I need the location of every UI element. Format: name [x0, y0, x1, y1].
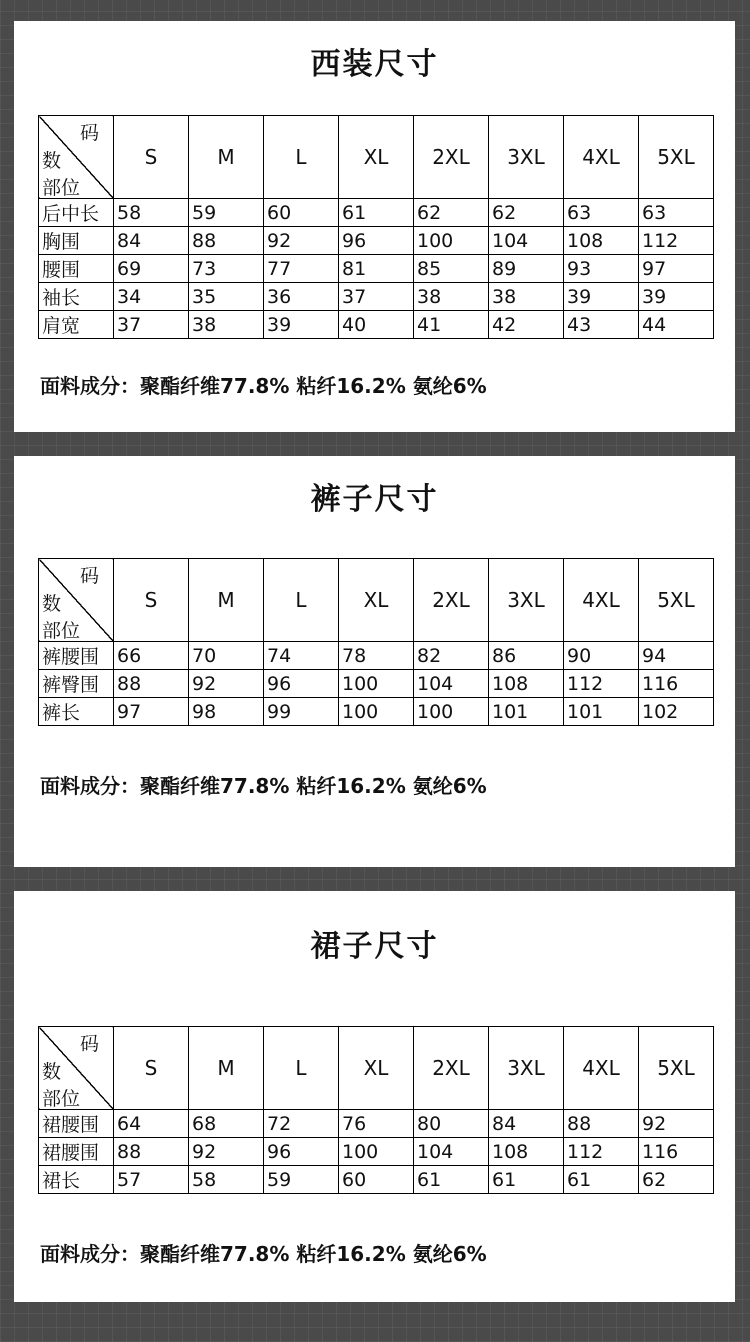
table-row: [39, 642, 714, 670]
measurement-cell: 92: [264, 227, 339, 255]
size-header-row: [39, 116, 714, 199]
pants-title: 裤子尺寸: [310, 482, 439, 517]
suit-size-panel: [14, 21, 735, 432]
measurement-cell: 100: [339, 698, 414, 726]
measurement-cell: 88: [114, 670, 189, 698]
measurement-cell: 59: [189, 199, 264, 227]
measurement-cell: 101: [489, 698, 564, 726]
corner-header-cell: [39, 1027, 114, 1110]
table-row: [39, 1166, 714, 1194]
table-row: [39, 670, 714, 698]
measurement-cell: 66: [114, 642, 189, 670]
size-column-header: M: [189, 116, 264, 199]
measurement-cell: 100: [339, 1138, 414, 1166]
row-label-cell: 裙长: [39, 1166, 114, 1194]
measurement-cell: 100: [414, 698, 489, 726]
measurement-cell: 37: [339, 283, 414, 311]
measurement-cell: 88: [114, 1138, 189, 1166]
measurement-cell: 63: [564, 199, 639, 227]
row-label-cell: 腰围: [39, 255, 114, 283]
measurement-cell: 39: [264, 311, 339, 339]
measurement-cell: 42: [489, 311, 564, 339]
measurement-cell: 116: [639, 1138, 714, 1166]
measurement-cell: 81: [339, 255, 414, 283]
measurement-cell: 58: [189, 1166, 264, 1194]
table-row: [39, 227, 714, 255]
corner-header-cell: [39, 559, 114, 642]
measurement-cell: 62: [639, 1166, 714, 1194]
measurement-cell: 90: [564, 642, 639, 670]
row-label-cell: 袖长: [39, 283, 114, 311]
measurement-cell: 63: [639, 199, 714, 227]
measurement-cell: 96: [264, 670, 339, 698]
size-column-header: 5XL: [639, 116, 714, 199]
size-column-header: 3XL: [489, 116, 564, 199]
measurement-cell: 61: [489, 1166, 564, 1194]
size-column-header: 3XL: [489, 1027, 564, 1110]
corner-label-size: 码: [79, 1033, 99, 1055]
table-row: [39, 698, 714, 726]
measurement-cell: 101: [564, 698, 639, 726]
measurement-cell: 88: [189, 227, 264, 255]
measurement-cell: 89: [489, 255, 564, 283]
pants-fabric-composition: 面料成分：聚酯纤维77.8% 粘纤16.2% 氨纶6%: [40, 774, 487, 798]
measurement-cell: 80: [414, 1110, 489, 1138]
measurement-cell: 100: [339, 670, 414, 698]
measurement-cell: 37: [114, 311, 189, 339]
suit-size-table: [38, 115, 714, 339]
size-header-row: [39, 1027, 714, 1110]
measurement-cell: 112: [639, 227, 714, 255]
measurement-cell: 43: [564, 311, 639, 339]
size-column-header: 2XL: [414, 559, 489, 642]
measurement-cell: 34: [114, 283, 189, 311]
measurement-cell: 96: [264, 1138, 339, 1166]
size-column-header: S: [114, 1027, 189, 1110]
row-label-cell: 裤腰围: [39, 642, 114, 670]
corner-label-size: 码: [79, 565, 99, 587]
measurement-cell: 61: [564, 1166, 639, 1194]
size-column-header: L: [264, 559, 339, 642]
size-column-header: S: [114, 559, 189, 642]
measurement-cell: 61: [414, 1166, 489, 1194]
measurement-cell: 104: [489, 227, 564, 255]
measurement-cell: 57: [114, 1166, 189, 1194]
measurement-cell: 93: [564, 255, 639, 283]
corner-header-cell: [39, 116, 114, 199]
size-column-header: L: [264, 116, 339, 199]
measurement-cell: 62: [489, 199, 564, 227]
measurement-cell: 88: [564, 1110, 639, 1138]
measurement-cell: 104: [414, 1138, 489, 1166]
measurement-cell: 77: [264, 255, 339, 283]
table-row: [39, 199, 714, 227]
measurement-cell: 78: [339, 642, 414, 670]
size-column-header: 2XL: [414, 116, 489, 199]
row-label-cell: 胸围: [39, 227, 114, 255]
skirt-size-panel: [14, 891, 735, 1302]
measurement-cell: 84: [489, 1110, 564, 1138]
measurement-cell: 35: [189, 283, 264, 311]
pants-size-table: [38, 558, 714, 726]
size-column-header: 2XL: [414, 1027, 489, 1110]
row-label-cell: 肩宽: [39, 311, 114, 339]
size-column-header: L: [264, 1027, 339, 1110]
measurement-cell: 92: [189, 670, 264, 698]
size-header-row: [39, 559, 714, 642]
measurement-cell: 97: [114, 698, 189, 726]
measurement-cell: 104: [414, 670, 489, 698]
measurement-cell: 73: [189, 255, 264, 283]
corner-label-measure: 数: [42, 150, 62, 172]
row-label-cell: 裙腰围: [39, 1110, 114, 1138]
skirt-fabric-composition: 面料成分：聚酯纤维77.8% 粘纤16.2% 氨纶6%: [40, 1242, 487, 1266]
table-row: [39, 1138, 714, 1166]
suit-title: 西装尺寸: [310, 47, 439, 82]
table-row: [39, 311, 714, 339]
measurement-cell: 69: [114, 255, 189, 283]
measurement-cell: 39: [639, 283, 714, 311]
measurement-cell: 38: [489, 283, 564, 311]
corner-label-part: 部位: [42, 177, 81, 199]
measurement-cell: 82: [414, 642, 489, 670]
measurement-cell: 61: [339, 199, 414, 227]
measurement-cell: 60: [339, 1166, 414, 1194]
measurement-cell: 70: [189, 642, 264, 670]
table-row: [39, 255, 714, 283]
measurement-cell: 98: [189, 698, 264, 726]
row-label-cell: 裤长: [39, 698, 114, 726]
measurement-cell: 92: [189, 1138, 264, 1166]
measurement-cell: 108: [489, 670, 564, 698]
measurement-cell: 92: [639, 1110, 714, 1138]
measurement-cell: 64: [114, 1110, 189, 1138]
size-column-header: 4XL: [564, 559, 639, 642]
measurement-cell: 86: [489, 642, 564, 670]
corner-label-measure: 数: [42, 1061, 62, 1083]
size-column-header: M: [189, 1027, 264, 1110]
table-row: [39, 283, 714, 311]
measurement-cell: 72: [264, 1110, 339, 1138]
size-column-header: XL: [339, 116, 414, 199]
measurement-cell: 84: [114, 227, 189, 255]
measurement-cell: 112: [564, 1138, 639, 1166]
skirt-size-table: [38, 1026, 714, 1194]
corner-label-part: 部位: [42, 620, 81, 642]
corner-label-part: 部位: [42, 1088, 81, 1110]
measurement-cell: 59: [264, 1166, 339, 1194]
measurement-cell: 108: [489, 1138, 564, 1166]
measurement-cell: 112: [564, 670, 639, 698]
measurement-cell: 44: [639, 311, 714, 339]
row-label-cell: 裙腰围: [39, 1138, 114, 1166]
measurement-cell: 68: [189, 1110, 264, 1138]
size-column-header: 4XL: [564, 116, 639, 199]
measurement-cell: 60: [264, 199, 339, 227]
measurement-cell: 58: [114, 199, 189, 227]
size-column-header: 5XL: [639, 559, 714, 642]
measurement-cell: 96: [339, 227, 414, 255]
measurement-cell: 97: [639, 255, 714, 283]
measurement-cell: 85: [414, 255, 489, 283]
measurement-cell: 99: [264, 698, 339, 726]
measurement-cell: 62: [414, 199, 489, 227]
size-column-header: 3XL: [489, 559, 564, 642]
corner-label-measure: 数: [42, 593, 62, 615]
measurement-cell: 116: [639, 670, 714, 698]
size-column-header: XL: [339, 1027, 414, 1110]
measurement-cell: 38: [414, 283, 489, 311]
measurement-cell: 39: [564, 283, 639, 311]
size-column-header: XL: [339, 559, 414, 642]
measurement-cell: 108: [564, 227, 639, 255]
row-label-cell: 后中长: [39, 199, 114, 227]
size-column-header: 5XL: [639, 1027, 714, 1110]
measurement-cell: 41: [414, 311, 489, 339]
row-label-cell: 裤臀围: [39, 670, 114, 698]
corner-label-size: 码: [79, 122, 99, 144]
measurement-cell: 100: [414, 227, 489, 255]
size-column-header: 4XL: [564, 1027, 639, 1110]
measurement-cell: 102: [639, 698, 714, 726]
table-row: [39, 1110, 714, 1138]
measurement-cell: 38: [189, 311, 264, 339]
size-column-header: M: [189, 559, 264, 642]
size-column-header: S: [114, 116, 189, 199]
pants-size-panel: [14, 456, 735, 867]
measurement-cell: 36: [264, 283, 339, 311]
measurement-cell: 76: [339, 1110, 414, 1138]
skirt-title: 裙子尺寸: [310, 929, 439, 964]
suit-fabric-composition: 面料成分：聚酯纤维77.8% 粘纤16.2% 氨纶6%: [40, 374, 487, 398]
measurement-cell: 74: [264, 642, 339, 670]
measurement-cell: 94: [639, 642, 714, 670]
measurement-cell: 40: [339, 311, 414, 339]
